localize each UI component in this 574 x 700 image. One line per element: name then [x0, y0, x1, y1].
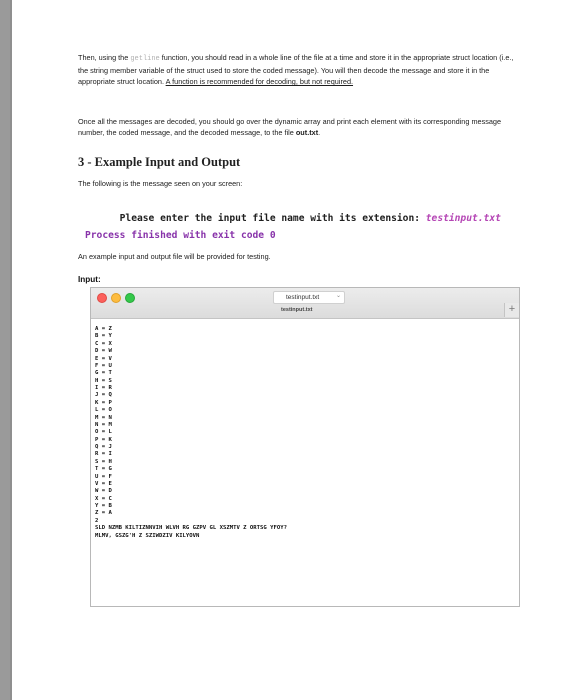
cipher-row: T = G [95, 466, 112, 473]
cipher-row: Y = B [95, 503, 112, 509]
cipher-row: M = N [95, 414, 112, 421]
zoom-window-icon[interactable] [125, 293, 135, 303]
paragraph-screen-intro: The following is the message seen on your screen: [78, 179, 243, 188]
cipher-row: L = O [95, 407, 112, 414]
cipher-row: P = K [95, 436, 112, 443]
cipher-row: S = H [95, 458, 112, 465]
cipher-row: X = C [95, 495, 112, 502]
paragraph-example-files: An example input and output file will be provided for testing. [78, 252, 271, 261]
cipher-row: O = L [95, 429, 112, 436]
minimize-window-icon[interactable] [111, 293, 121, 303]
cipher-list [95, 326, 287, 518]
code-getline: getline [130, 55, 160, 63]
output-filename: out.txt [295, 128, 319, 138]
cipher-row: N = M [95, 421, 112, 428]
cipher-row: Q = J [95, 444, 112, 450]
console-exit-line: Process finished with exit code 0 [85, 230, 276, 241]
cipher-row: R = I [95, 451, 112, 458]
cipher-row: F = U [95, 362, 112, 369]
cipher-row: Z = A [95, 510, 112, 517]
add-tab-button[interactable]: + [504, 303, 519, 317]
document-page [12, 0, 574, 700]
section-heading: 3 - Example Input and Output [78, 155, 241, 169]
cipher-row: E = V [95, 355, 112, 362]
cipher-row: U = F [95, 473, 112, 480]
cipher-row: K = P [95, 399, 112, 406]
coded-message-line: SLD NZMB KILTIZNNVIH WLVH RG GZPV GL XSZMTV Z ORTSG YFOY? [95, 525, 287, 532]
file-contents[interactable] [95, 326, 287, 540]
text-editor-window [90, 287, 520, 607]
window-title-tab[interactable]: testinput.txt [273, 291, 345, 304]
window-titlebar[interactable] [91, 288, 519, 319]
document-tab-label[interactable]: testinput.txt [281, 307, 313, 313]
decode-function-note: A function is recommended for decoding, but not required. [165, 77, 354, 87]
coded-message-line: MLMV, GSZG'H Z SZIWDZIV KILYOVN [95, 532, 200, 539]
message-count: 2 [95, 517, 99, 524]
cipher-row: G = T [95, 370, 112, 377]
cipher-row: W = D [95, 488, 112, 495]
cipher-row: I = R [95, 385, 112, 391]
chevron-down-icon[interactable]: ⌄ [336, 293, 342, 299]
cipher-row: J = Q [95, 392, 112, 399]
console-input-filename: testinput.txt [425, 213, 501, 224]
cipher-row: A = Z [95, 326, 112, 332]
close-window-icon[interactable] [97, 293, 107, 303]
cipher-row: B = Y [95, 333, 112, 340]
console-prompt-line: Please enter the input file name with its extension: testinput.txt [119, 213, 501, 224]
paragraph-output: Once all the messages are decoded, you should go over the dynamic array and print each element with its corresponding message number, the coded message, and the decoded message, to the file out.txt. [78, 117, 502, 138]
cipher-row: D = W [95, 348, 112, 355]
cipher-row: H = S [95, 377, 112, 384]
input-label: Input: [78, 275, 101, 284]
paragraph-getline: Then, using the getline function, you should read in a whole line of the file at a time and store it in the appropriate struct location (i.e., the string member variable of the struct used to store the coded message). You will then decode the message and store it in the appropriate struct location. A function is recommended for decoding, but not required. [78, 53, 514, 87]
cipher-row: V = E [95, 480, 112, 487]
page-gutter [0, 0, 10, 700]
cipher-row: C = X [95, 340, 112, 347]
